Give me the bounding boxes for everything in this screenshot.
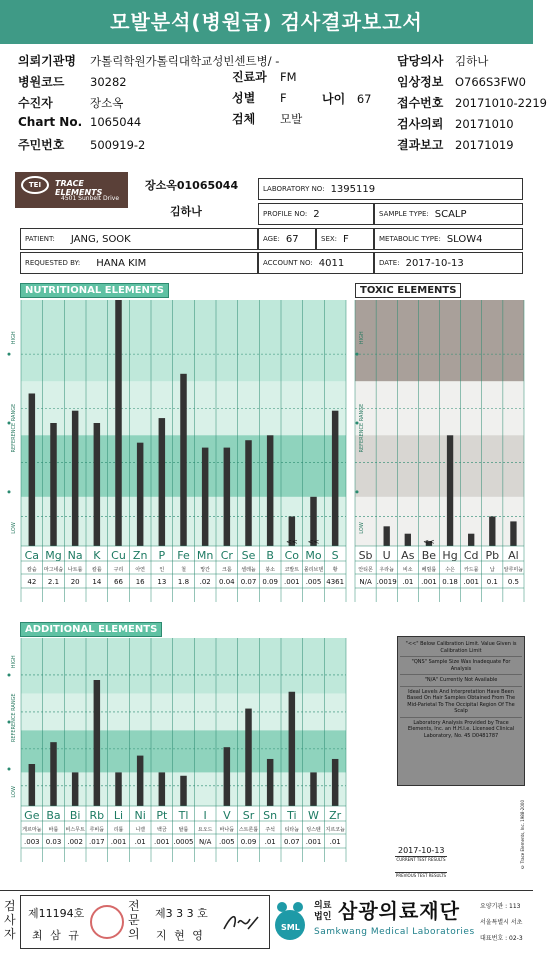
element-value: .001 — [154, 838, 170, 846]
bar — [447, 435, 453, 546]
signature — [220, 909, 260, 937]
seal-stamp — [90, 905, 124, 939]
toxic-chart — [353, 296, 528, 606]
info-row — [18, 52, 280, 73]
org-english: Samkwang Medical Laboratories — [314, 927, 475, 937]
account-box — [258, 252, 374, 274]
previous-label: PREVIOUS TEST RESULTS — [395, 873, 447, 878]
bar — [405, 534, 411, 546]
element-symbol: P — [158, 549, 166, 562]
element-symbol: Ge — [24, 809, 40, 822]
org-name: 삼광의료재단 — [338, 899, 460, 923]
element-symbol: Fe — [177, 549, 190, 562]
patient-box — [20, 228, 258, 250]
element-korean-name: 수은 — [445, 567, 455, 573]
bar — [332, 411, 339, 546]
info-label: Chart No. — [18, 115, 83, 129]
te-logo-icon: TEI — [21, 176, 49, 194]
axis-marker — [8, 673, 11, 676]
te-age-value: 67 — [285, 233, 299, 245]
current-label: CURRENT TEST RESULTS — [396, 857, 446, 862]
bar — [289, 692, 296, 806]
info-row — [18, 94, 248, 115]
info-label: 병원코드 — [18, 75, 65, 89]
bar — [72, 411, 79, 546]
reference-axis-label: REFERENCE RANGE — [359, 403, 365, 453]
info-row — [18, 115, 248, 136]
element-korean-name: 루비듐 — [89, 827, 105, 833]
element-value: 0.07 — [284, 838, 300, 846]
below-limit-flag: << — [307, 538, 320, 546]
element-korean-name: 백금 — [156, 827, 167, 833]
element-korean-name: 망간 — [200, 567, 211, 573]
legend-line: Ideal Levels And Interpretation Have Been Based On Hair Samples Obtained From The Mid-Parietal To The Occipital Region Of The Scalp — [400, 687, 522, 718]
bar — [468, 534, 474, 546]
profile-no-value: 2 — [313, 208, 320, 220]
te-logo — [15, 172, 128, 208]
below-limit-flag: << — [285, 538, 298, 546]
element-symbol: Na — [67, 549, 83, 562]
element-symbol: Li — [113, 809, 124, 822]
element-symbol: Rb — [89, 809, 105, 822]
element-korean-name: 주석 — [265, 827, 276, 833]
element-korean-name: 스트론튬 — [238, 827, 259, 833]
bar — [137, 756, 144, 806]
profile-no-box — [258, 203, 374, 225]
bar — [245, 440, 252, 546]
te-sex-value: F — [343, 233, 349, 245]
footer — [0, 890, 533, 953]
element-symbol: U — [382, 549, 391, 562]
patient-label: PATIENT: — [25, 235, 55, 243]
element-symbol: Hg — [442, 549, 458, 562]
element-value: 0.07 — [240, 578, 257, 586]
toxic-label: TOXIC ELEMENTS — [355, 283, 461, 298]
element-symbol: Sb — [358, 549, 373, 562]
element-symbol: Ti — [287, 809, 297, 822]
element-korean-name: 안티몬 — [358, 567, 373, 573]
bar — [29, 393, 36, 546]
info-label: 접수번호 — [397, 96, 444, 110]
legend-line: Laboratory Analysis Provided by Trace Elements, Inc. an H.H.I.e. Licensed Clinical Laboratory, No. 45 D0481787 — [407, 719, 515, 739]
requested-box — [20, 252, 258, 274]
specialist-label: 전문의 — [128, 899, 140, 941]
element-symbol: Mg — [45, 549, 62, 562]
element-korean-name: 마그네슘 — [43, 567, 64, 573]
element-value: 4361 — [326, 578, 345, 586]
element-symbol: Se — [241, 549, 256, 562]
specialist-no: 제3 3 3 호 — [155, 907, 208, 920]
bar — [384, 526, 390, 546]
info-label: 결과보고 — [397, 138, 444, 152]
axis-marker — [356, 353, 359, 356]
element-symbol: Pt — [156, 809, 168, 822]
account-value: 4011 — [318, 257, 345, 269]
element-value: 1.8 — [177, 578, 190, 586]
bar — [180, 776, 187, 806]
element-value: .001 — [110, 838, 127, 846]
element-symbol: Al — [508, 549, 519, 562]
element-value: .0019 — [376, 578, 397, 586]
element-korean-name: 납 — [489, 567, 495, 573]
info-row — [232, 110, 392, 131]
info-value: 20171019 — [455, 138, 514, 152]
element-value: .005 — [305, 578, 322, 586]
info-label: 진료과 — [232, 70, 267, 84]
element-symbol: V — [223, 809, 231, 822]
info-value: 장소옥 — [90, 96, 124, 110]
reference-band — [21, 730, 346, 772]
info-value: 20171010 — [455, 117, 514, 131]
element-value: .001 — [305, 838, 322, 846]
high-axis-label: HIGH — [11, 655, 17, 669]
element-korean-name: 텅스텐 — [306, 827, 321, 833]
element-korean-name: 구리 — [113, 567, 124, 573]
bar — [310, 772, 317, 806]
info-label: 검체 — [232, 112, 256, 126]
axis-marker — [8, 422, 11, 425]
element-symbol: S — [331, 549, 339, 562]
element-value: 13 — [157, 578, 167, 586]
element-symbol: Cr — [220, 549, 233, 562]
element-symbol: Sn — [263, 809, 278, 822]
bar — [245, 709, 252, 806]
info-label: 수진자 — [18, 96, 53, 110]
metabolic-box — [374, 228, 523, 250]
element-korean-name: 인 — [159, 567, 165, 573]
element-value: 16 — [135, 578, 145, 586]
element-value: 0.03 — [45, 838, 62, 846]
info-value: 김하나 — [455, 54, 489, 68]
bar — [267, 435, 274, 546]
element-value: .003 — [24, 838, 40, 846]
sample-type-value: SCALP — [434, 208, 467, 220]
patient-overlay: 장소옥01065044 — [145, 179, 239, 192]
info-value: F — [280, 91, 287, 105]
bar — [94, 680, 101, 806]
lab-no-label: LABORATORY NO: — [263, 185, 325, 193]
doctor-overlay: 김하나 — [170, 205, 202, 218]
reference-axis-label: REFERENCE RANGE — [11, 693, 17, 743]
axis-marker — [8, 768, 11, 771]
metabolic-label: METABOLIC TYPE: — [379, 235, 441, 243]
te-age-label: AGE: — [263, 235, 280, 243]
org-small: 의료법인 — [314, 901, 332, 922]
element-korean-name: 게르마늄 — [22, 827, 42, 833]
info-label: 검사의뢰 — [397, 117, 444, 131]
element-value: 2.1 — [47, 578, 60, 586]
bar — [29, 764, 36, 806]
bar — [510, 521, 516, 546]
element-korean-name: 요오드 — [197, 827, 213, 833]
element-symbol: Co — [284, 549, 300, 562]
specialist-name: 지 현 영 — [156, 929, 205, 942]
element-korean-name: 황 — [332, 567, 338, 573]
element-symbol: Ba — [46, 809, 61, 822]
low-axis-label: LOW — [11, 786, 17, 798]
element-value: .0005 — [173, 838, 194, 846]
requested-value: HANA KIM — [96, 257, 147, 269]
element-value: .017 — [89, 838, 105, 846]
element-korean-name: 칼륨 — [91, 567, 102, 573]
patient-value: JANG, SOOK — [70, 233, 131, 245]
info-value: FM — [280, 70, 297, 84]
lab-no-box — [258, 178, 523, 200]
element-korean-name: 베릴륨 — [421, 567, 437, 573]
info-label: 임상정보 — [397, 75, 444, 89]
inspector-no: 제11194호 — [28, 907, 85, 920]
element-symbol: Zn — [132, 549, 148, 562]
current-date: 2017-10-13 — [398, 846, 445, 855]
info-label: 주민번호 — [18, 138, 65, 152]
element-symbol: Mo — [305, 549, 322, 562]
element-value: .01 — [402, 578, 414, 586]
element-korean-name: 알루미늄 — [503, 567, 524, 573]
axis-marker — [8, 490, 11, 493]
element-value: 0.09 — [262, 578, 278, 586]
info-row — [397, 94, 547, 115]
bar — [50, 742, 57, 806]
legend-line: "N/A" Currently Not Available — [400, 675, 522, 687]
element-symbol: Cu — [111, 549, 126, 562]
requested-label: REQUESTED BY: — [25, 259, 81, 267]
profile-no-label: PROFILE NO: — [263, 210, 308, 218]
element-value: .01 — [134, 838, 146, 846]
sml-logo-icon — [270, 899, 310, 943]
inspector-label: 검사자 — [4, 899, 16, 941]
te-address: 4501 Sunbelt Drive — [61, 195, 120, 202]
info-value: 30282 — [90, 75, 127, 89]
bar — [72, 772, 79, 806]
element-symbol: Pb — [485, 549, 500, 562]
info-row — [397, 115, 533, 136]
element-symbol: B — [266, 549, 274, 562]
element-value: .005 — [219, 838, 235, 846]
element-korean-name: 티타늄 — [284, 827, 300, 833]
element-korean-name: 리튬 — [113, 827, 124, 833]
low-axis-label: LOW — [11, 522, 17, 534]
low-axis-label: LOW — [359, 522, 365, 534]
element-symbol: Bi — [69, 809, 81, 822]
nutritional-chart — [5, 296, 350, 606]
info-right — [397, 52, 547, 157]
element-korean-name: 바나듐 — [219, 827, 235, 833]
element-korean-name: 몰리브덴 — [303, 567, 324, 573]
info-label: 담당의사 — [397, 54, 444, 68]
element-korean-name: 탈륨 — [178, 827, 189, 833]
date-box — [374, 252, 523, 274]
info-value: 가톨릭학원가톨릭대학교성빈센트병/ - — [90, 54, 280, 68]
legend-line: "QNS" Sample Size Was Inadequate For Analysis — [400, 657, 522, 675]
element-symbol: As — [401, 549, 415, 562]
info-value: 모발 — [280, 112, 303, 126]
element-korean-name: 철 — [181, 567, 186, 573]
element-korean-name: 카드뮴 — [463, 567, 479, 573]
age-box — [258, 228, 316, 250]
info-row — [232, 68, 392, 89]
date-label: DATE: — [379, 259, 400, 267]
element-value: 14 — [92, 578, 102, 586]
element-symbol: Mn — [196, 549, 214, 562]
element-value: .001 — [284, 578, 300, 586]
info-label: 성별 — [232, 91, 256, 105]
sml-logo — [270, 899, 310, 943]
bar — [202, 448, 209, 546]
sample-type-box — [374, 203, 523, 225]
info-value: O766S3FW0 — [455, 75, 526, 89]
age-value: 67 — [356, 92, 372, 106]
high-axis-label: HIGH — [359, 331, 365, 345]
element-value: .01 — [264, 838, 276, 846]
element-korean-name: 붕소 — [265, 567, 276, 573]
metabolic-value: SLOW4 — [446, 233, 483, 245]
bar — [115, 300, 122, 546]
element-value: .001 — [463, 578, 479, 586]
bar — [159, 772, 166, 806]
account-label: ACCOUNT NO: — [263, 259, 313, 267]
element-value: 0.1 — [486, 578, 498, 586]
element-symbol: Zr — [329, 809, 342, 822]
element-korean-name: 나트륨 — [67, 567, 83, 573]
info-label: 의뢰기관명 — [18, 54, 76, 68]
element-value: 42 — [27, 578, 37, 586]
date-value: 2017-10-13 — [405, 257, 464, 269]
element-value: .001 — [421, 578, 437, 586]
info-row — [397, 73, 533, 94]
info-value: 500919-2 — [90, 138, 146, 152]
element-symbol: Ca — [24, 549, 40, 562]
element-value: .01 — [329, 838, 341, 846]
element-symbol: W — [308, 809, 319, 822]
element-korean-name: 니켈 — [135, 827, 146, 833]
element-korean-name: 코발트 — [284, 567, 300, 573]
element-korean-name: 바륨 — [48, 827, 59, 833]
report-title: 모발분석(병원급) 검사결과보고서 — [0, 0, 533, 44]
element-korean-name: 지르코늄 — [325, 827, 345, 833]
axis-marker — [356, 422, 359, 425]
info-row — [18, 73, 248, 94]
element-symbol: K — [93, 549, 101, 562]
reference-axis-label: REFERENCE RANGE — [11, 403, 17, 453]
bar — [94, 423, 101, 546]
element-korean-name: 비소 — [402, 567, 413, 573]
additional-label: ADDITIONAL ELEMENTS — [20, 622, 162, 637]
below-limit-flag: << — [423, 538, 435, 546]
bar — [224, 448, 231, 546]
high-axis-label: HIGH — [11, 331, 17, 345]
element-value: 0.04 — [219, 578, 235, 586]
bar — [332, 759, 339, 806]
element-value: .02 — [199, 578, 211, 586]
info-row — [18, 136, 248, 157]
age-field — [322, 90, 371, 107]
info-value: 20171010-2219 — [455, 96, 547, 110]
bar — [267, 759, 274, 806]
org-right-3: 대표번호 : 02-3 — [480, 935, 523, 942]
element-value: N/A — [198, 838, 212, 846]
te-sex-label: SEX: — [321, 235, 338, 243]
info-value: 1065044 — [90, 115, 142, 129]
age-label: 나이 — [322, 92, 346, 106]
te-logo-text: TRACE ELEMENTS — [55, 179, 103, 197]
copyright: © Trace Elements, Inc. 1988-2000 — [520, 800, 525, 870]
inspector-name: 최 삼 규 — [32, 929, 81, 942]
additional-chart — [5, 634, 350, 860]
element-korean-name: 셀레늄 — [241, 567, 256, 573]
element-symbol: Be — [421, 549, 437, 562]
element-symbol: Tl — [178, 809, 189, 822]
element-korean-name: 칼슘 — [26, 567, 37, 573]
element-value: 0.5 — [507, 578, 520, 586]
nutritional-label: NUTRITIONAL ELEMENTS — [20, 283, 169, 298]
legend-box — [397, 636, 525, 786]
sample-type-label: SAMPLE TYPE: — [379, 210, 429, 218]
axis-marker — [356, 490, 359, 493]
bar — [159, 418, 166, 546]
sex-box — [316, 228, 374, 250]
element-korean-name: 우라늄 — [379, 567, 394, 573]
element-value: 66 — [114, 578, 123, 586]
element-korean-name: 크롬 — [221, 567, 232, 573]
bar — [137, 443, 144, 546]
element-value: .002 — [67, 838, 83, 846]
element-value: 20 — [70, 578, 80, 586]
sml-text: SML — [281, 923, 300, 932]
bar — [115, 772, 122, 806]
element-symbol: Ni — [134, 809, 146, 822]
org-right-1: 요양기관 : 113 — [480, 903, 521, 910]
bar — [180, 374, 187, 546]
bar — [489, 516, 495, 546]
element-value: 0.09 — [240, 838, 257, 846]
element-symbol: Cd — [463, 549, 479, 562]
legend-line: "<<" Below Calibration Limit. Value Given is Calibration Limit — [400, 639, 522, 657]
element-value: N/A — [359, 578, 372, 586]
org-right-2: 서울특별시 서초 — [480, 919, 523, 926]
info-row — [397, 136, 533, 157]
element-korean-name: 아연 — [135, 567, 146, 573]
high-band — [21, 638, 346, 693]
bar — [50, 423, 57, 546]
element-symbol: I — [203, 809, 207, 822]
element-korean-name: 비스무트 — [65, 827, 85, 833]
bar — [224, 747, 231, 806]
lab-no-value: 1395119 — [330, 183, 376, 195]
high-band — [21, 300, 346, 381]
axis-marker — [8, 721, 11, 724]
info-row — [397, 52, 533, 73]
axis-marker — [8, 353, 11, 356]
trace-elements-header — [15, 170, 523, 278]
element-symbol: Sr — [242, 809, 255, 822]
element-value: 0.18 — [442, 578, 458, 586]
